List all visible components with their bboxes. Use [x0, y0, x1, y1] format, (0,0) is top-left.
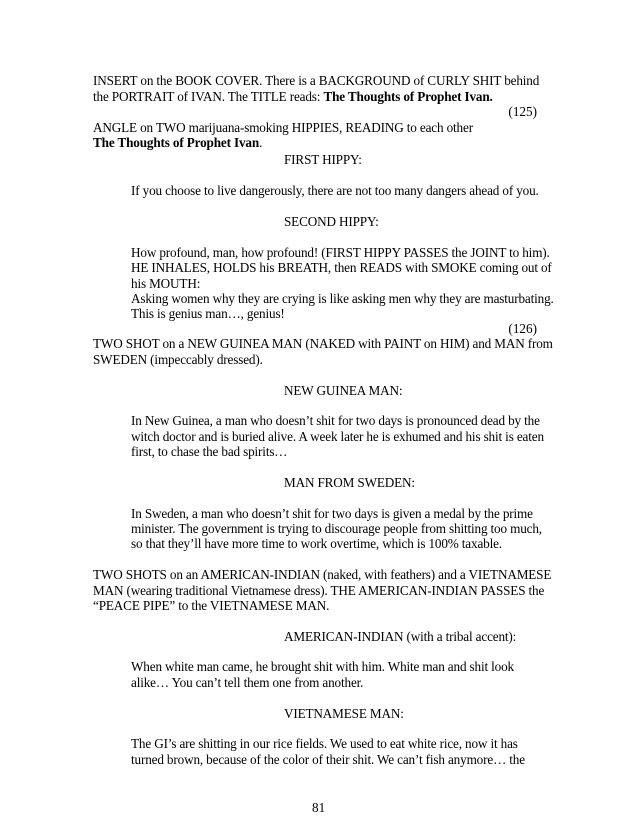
action-text: the PORTRAIT of IVAN. The TITLE reads:: [93, 89, 324, 104]
action-line: TWO SHOT on a NEW GUINEA MAN (NAKED with PAINT on HIM) and MAN from: [93, 336, 553, 351]
dialogue-line: witch doctor and is buried alive. A week later he is exhumed and his shit is eaten: [131, 429, 544, 444]
dialogue-line: Asking women why they are crying is like asking men why they are masturbating.: [131, 291, 554, 306]
action-line: [93, 135, 262, 151]
character-name: AMERICAN-INDIAN (with a tribal accent):: [284, 629, 517, 644]
action-line: SWEDEN (impeccably dressed).: [93, 352, 263, 367]
book-title-bold: The Thoughts of Prophet Ivan.: [323, 89, 493, 104]
action-text: .: [259, 135, 263, 150]
action-line: MAN (wearing traditional Vietnamese dress). THE AMERICAN-INDIAN PASSES the: [93, 583, 545, 598]
dialogue-line: HE INHALES, HOLDS his BREATH, then READS with SMOKE coming out of: [131, 260, 552, 275]
dialogue-line: In New Guinea, a man who doesn’t shit for two days is pronounced dead by the: [131, 413, 540, 428]
character-name: FIRST HIPPY:: [284, 152, 362, 167]
dialogue-line: How profound, man, how profound! (FIRST HIPPY PASSES the JOINT to him).: [131, 245, 550, 260]
action-line: ANGLE on TWO marijuana-smoking HIPPIES, READING to each other: [93, 120, 473, 135]
dialogue-line: If you choose to live dangerously, there are not too many dangers ahead of you.: [131, 183, 539, 198]
character-name: VIETNAMESE MAN:: [284, 706, 404, 721]
dialogue-line: so that they’ll have more time to work overtime, which is 100% taxable.: [131, 536, 502, 551]
character-name: MAN FROM SWEDEN:: [284, 475, 415, 490]
page-number: 81: [312, 800, 326, 815]
dialogue-line: This is genius man…, genius!: [131, 306, 285, 321]
action-line: [93, 89, 493, 105]
character-name: SECOND HIPPY:: [284, 214, 379, 229]
action-line: INSERT on the BOOK COVER. There is a BACKGROUND of CURLY SHIT behind: [93, 73, 540, 88]
scene-number: (126): [508, 321, 537, 336]
character-name: NEW GUINEA MAN:: [284, 383, 403, 398]
dialogue-line: When white man came, he brought shit with him. White man and shit look: [131, 659, 514, 674]
book-title-bold: The Thoughts of Prophet Ivan: [93, 135, 260, 150]
scene-number: (125): [508, 104, 537, 119]
dialogue-line: first, to chase the bad spirits…: [131, 444, 288, 459]
dialogue-line: minister. The government is trying to discourage people from shitting too much,: [131, 521, 542, 536]
dialogue-line: his MOUTH:: [131, 276, 201, 291]
dialogue-line: The GI’s are shitting in our rice fields. We used to eat white rice, now it has: [131, 736, 518, 751]
action-line: TWO SHOTS on an AMERICAN-INDIAN (naked, with feathers) and a VIETNAMESE: [93, 567, 552, 582]
dialogue-line: turned brown, because of the color of their shit. We can’t fish anymore… the: [131, 752, 525, 767]
action-line: “PEACE PIPE” to the VIETNAMESE MAN.: [93, 598, 330, 613]
dialogue-line: In Sweden, a man who doesn’t shit for two days is given a medal by the prime: [131, 506, 533, 521]
dialogue-line: alike… You can’t tell them one from another.: [131, 675, 364, 690]
